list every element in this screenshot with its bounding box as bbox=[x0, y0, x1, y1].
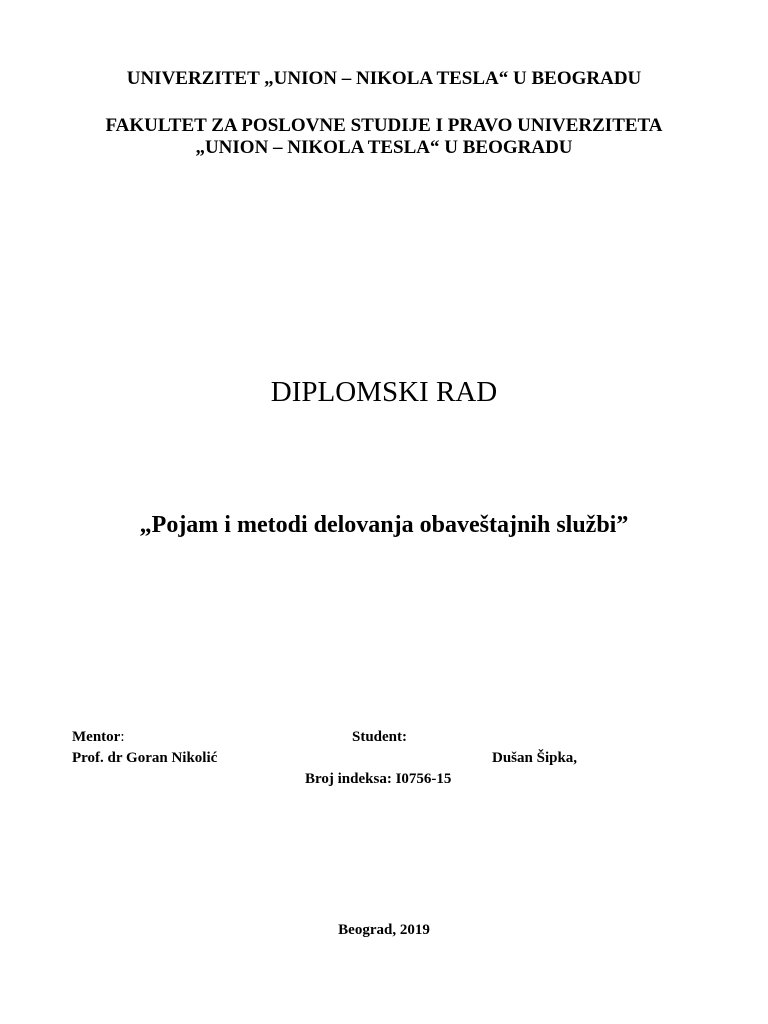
mentor-name: Prof. dr Goran Nikolić bbox=[72, 750, 218, 766]
student-index-number: Broj indeksa: I0756-15 bbox=[305, 771, 452, 787]
student-label: Student: bbox=[352, 729, 408, 745]
faculty-name-line1: FAKULTET ZA POSLOVNE STUDIJE I PRAVO UNIVERZITETA bbox=[105, 115, 663, 136]
mentor-label bbox=[72, 729, 124, 746]
faculty-name-line2: „UNION – NIKOLA TESLA“ U BEOGRADU bbox=[195, 137, 573, 158]
student-name: Dušan Šipka, bbox=[492, 750, 578, 766]
document-type-title: DIPLOMSKI RAD bbox=[270, 376, 498, 408]
university-name: UNIVERZITET „UNION – NIKOLA TESLA“ U BEOGRADU bbox=[126, 68, 642, 89]
mentor-label-colon: : bbox=[120, 729, 125, 745]
place-and-date: Beograd, 2019 bbox=[338, 922, 430, 938]
mentor-label-text: Mentor bbox=[72, 729, 121, 745]
thesis-title: „Pojam i metodi delovanja obaveštajnih službi” bbox=[139, 512, 629, 538]
